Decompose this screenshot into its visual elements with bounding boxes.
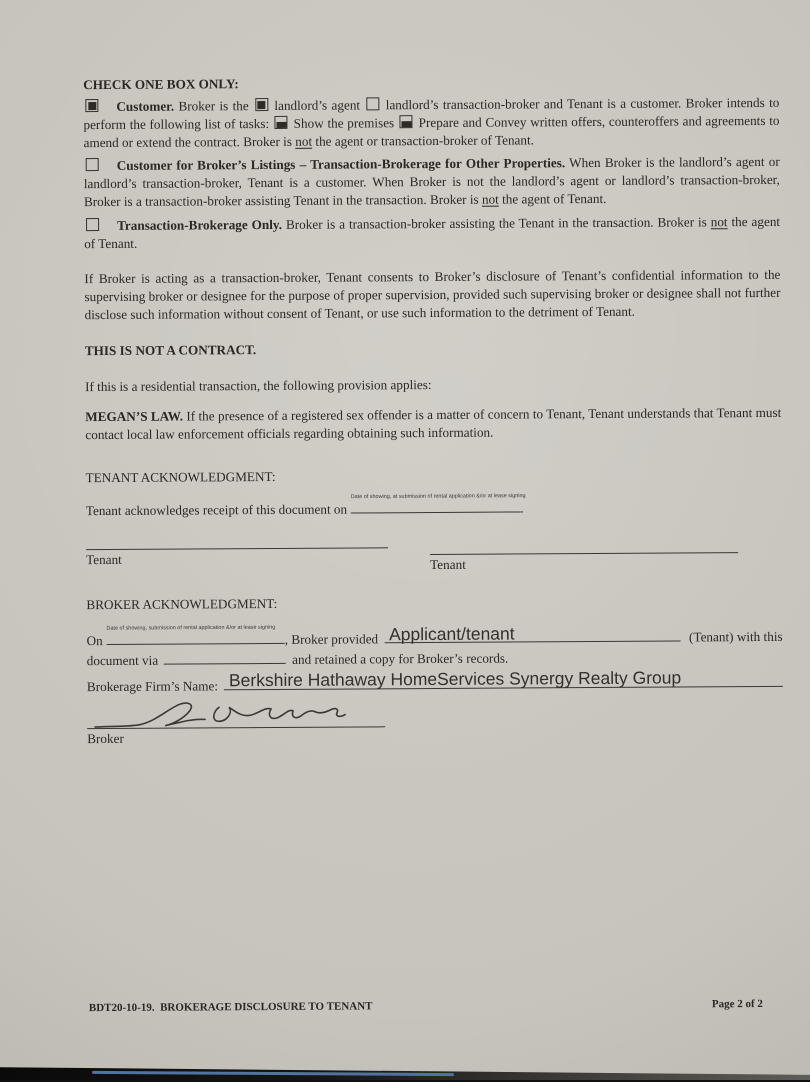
tenant-label-left: Tenant (86, 549, 388, 568)
checkbox-customer (85, 99, 98, 112)
text-segment: not (482, 192, 499, 207)
provided-to-field (384, 626, 681, 643)
via-field (164, 649, 286, 665)
megans-law-title: MEGAN’S LAW. (85, 409, 183, 425)
checkbox-landlords-transaction-broker (366, 97, 379, 110)
checkbox-show-premises (275, 116, 288, 129)
tenant-acknowledgment-heading: TENANT ACKNOWLEDGMENT: (86, 465, 782, 487)
provided-to-value: Applicant/tenant (389, 625, 515, 644)
text-segment: Prepare and Convey written offers, counteroffers and agreements to amend or extend the contract. Broker is (84, 113, 780, 150)
text-segment: Show the premises (290, 115, 398, 131)
broker-signature-block (87, 726, 385, 747)
tenant-signature-left (86, 547, 388, 568)
firm-name-value: Berkshire Hathaway HomeServices Synergy Realty Group (229, 668, 681, 689)
page-footer (89, 995, 785, 1017)
text-segment: not (711, 214, 728, 229)
checkbox-prepare-convey (400, 115, 413, 128)
text-segment: not (295, 134, 312, 149)
tenant-receipt-text: Tenant acknowledges receipt of this document on (86, 502, 347, 519)
tenant-signature-right (430, 552, 738, 573)
checkbox-transaction-brokerage-only (86, 218, 99, 231)
receipt-date-field (350, 497, 520, 513)
via-suffix: and retained a copy for Broker’s records. (292, 650, 508, 668)
text-segment: the agent of Tenant. (84, 214, 780, 251)
transaction-brokerage-option-title: Transaction-Brokerage Only. (117, 217, 282, 233)
broker-label: Broker (87, 728, 385, 747)
text-segment: landlord’s agent (270, 97, 364, 113)
paragraph-brokers-listings (84, 153, 780, 211)
text-segment: Broker is a transaction-broker assisting the Tenant in the transaction. Broker is (282, 214, 711, 232)
paragraph-customer (83, 94, 779, 152)
receipt-date-note: Date of showing, at submission of rental application &/or at lease signing (350, 493, 525, 500)
residential-provision-line: If this is a residential transaction, the following provision applies: (85, 374, 781, 396)
tenant-label-right: Tenant (430, 554, 738, 573)
checkbox-customer-brokers-listings (86, 158, 99, 171)
text-segment: the agent or transaction-broker of Tenant. (312, 132, 534, 148)
brokers-listings-option-title: Customer for Broker’s Listings – Transaction-Brokerage for Other Properties. (117, 155, 566, 173)
customer-option-title: Customer. (116, 99, 174, 114)
tenant-receipt-line (86, 496, 782, 520)
tenant-suffix: (Tenant) with this (689, 628, 783, 646)
broker-provided-label: , Broker provided (285, 630, 378, 648)
text-segment: Broker is the (174, 98, 253, 113)
text-segment: If the presence of a registered sex offender is a matter of concern to Tenant, Tenant understands that Tenant must contact local law enforcement officials regarding obtaining such information. (85, 405, 781, 442)
firm-name-field (224, 670, 783, 690)
text-segment: When Broker is the landlord’s agent or landlord’s transaction-broker, Tenant is a customer. When Broker is not the landlord’s agent or landlord’s transaction-broker, Broker is a transaction-broker assisting Tenant in the transaction. Broker is (84, 154, 780, 209)
paragraph-transaction-brokerage-only (84, 213, 780, 253)
brokerage-firm-line (87, 670, 783, 696)
text-segment: the agent of Tenant. (499, 191, 607, 207)
footer-page-number: Page 2 of 2 (712, 995, 785, 1013)
broker-date-field (107, 629, 285, 645)
on-label: On (87, 632, 103, 649)
receipt-period: . (520, 500, 523, 515)
text-segment: landlord’s transaction-broker and Tenant is a customer. Broker intends to perform the following list of tasks: (83, 95, 779, 132)
paragraph-megans-law (85, 404, 781, 444)
checkbox-landlords-agent (255, 98, 268, 111)
broker-handwritten-signature (93, 698, 383, 734)
broker-acknowledgment-heading: BROKER ACKNOWLEDGMENT: (86, 592, 782, 614)
paragraph-confidential-disclosure (84, 266, 780, 324)
broker-date-note: Date of showing, submission of rental application &/or at lease signing (107, 625, 276, 631)
not-a-contract-heading: THIS IS NOT A CONTRACT. (85, 338, 781, 360)
via-prefix: document via (87, 652, 159, 669)
broker-via-line (87, 646, 783, 669)
text-segment: If Broker is acting as a transaction-broker, Tenant consents to Broker’s disclosure of Tenant’s confidential information to the supervising broker or designee for the purpose of proper supervision, provided such supervising broker or designee shall not further disclose such information without consent of Tenant, or use such information to the detriment of Tenant. (84, 267, 780, 322)
tenant-signature-row (86, 545, 782, 568)
page-content (83, 0, 786, 1082)
footer-form-code: BDT20-10-19. BROKERAGE DISCLOSURE TO TENANT (89, 997, 373, 1017)
firm-label: Brokerage Firm’s Name: (87, 677, 218, 696)
check-one-box-heading: CHECK ONE BOX ONLY: (83, 72, 779, 94)
